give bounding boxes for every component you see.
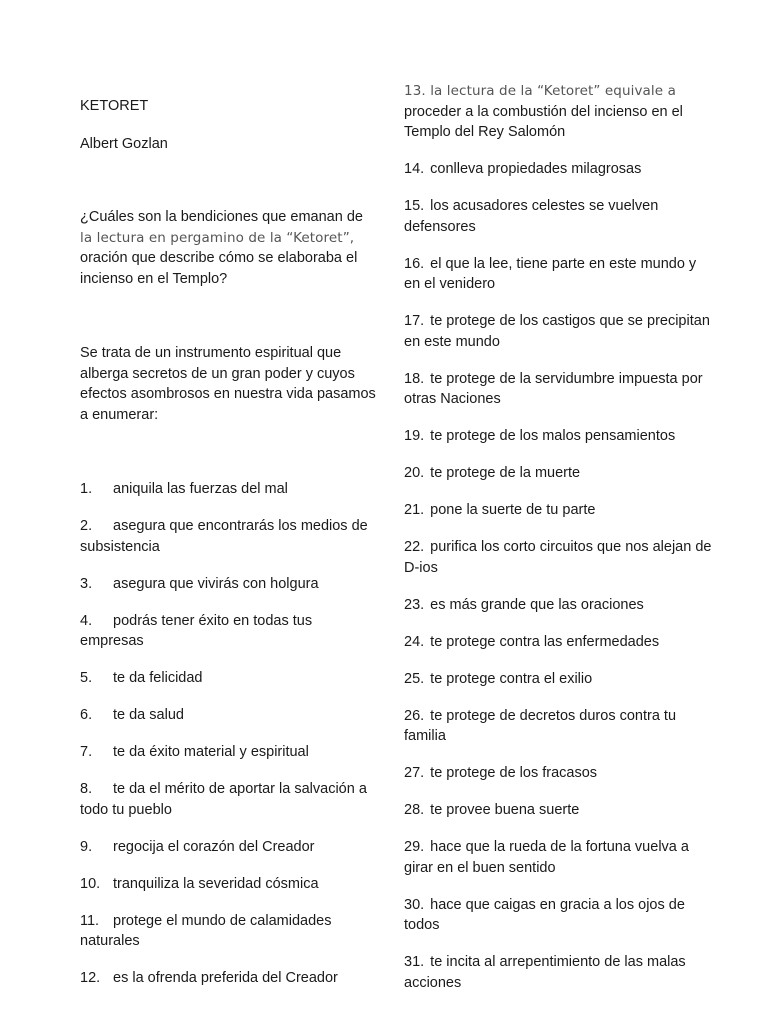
list-item-text: es la ofrenda preferida del Creador [113, 970, 338, 986]
list-item-number: 17. [404, 313, 425, 329]
intro-paragraph: Se trata de un instrumento espiritual que alberga secretos de un gran poder y cuyos efectos asombrosos en nuestra vida pasamos a enumerar: [80, 345, 376, 423]
list-item-text: te da el mérito de aportar la salvación a todo tu pueblo [80, 781, 367, 818]
list-item-text-part-1: la lectura de la “Ketoret” equivale a [430, 83, 676, 99]
list-item [404, 706, 714, 747]
list-item-number: 20. [404, 465, 425, 481]
list-item-number: 21. [404, 502, 425, 518]
list-item-number: 30. [404, 896, 425, 913]
list-item-text: es más grande que las oraciones [430, 596, 644, 613]
list-item-text: te da salud [113, 707, 184, 723]
list-item-text: purifica los corto circuitos que nos alejan de D-ios [404, 539, 712, 576]
list-item [404, 369, 714, 410]
list-item-text: los acusadores celestes se vuelven defensores [404, 198, 659, 235]
list-item-number: 3. [80, 575, 93, 592]
right-column [404, 81, 714, 1010]
question-paragraph [80, 207, 376, 289]
list-item [404, 196, 714, 237]
list-item-number: 28. [404, 802, 425, 818]
list-item [80, 611, 376, 652]
list-item [404, 595, 714, 616]
list-item [404, 426, 714, 447]
list-item-text: te protege de decretos duros contra tu familia [404, 707, 677, 744]
list-item-number: 4. [80, 612, 93, 629]
list-item-number: 29. [404, 839, 425, 855]
list-item-text: te protege de los malos pensamientos [430, 428, 676, 444]
list-item [404, 763, 714, 784]
list-item-text: asegura que encontrarás los medios de subsistencia [80, 518, 368, 555]
list-item-text: conlleva propiedades milagrosas [430, 161, 642, 177]
list-item [404, 895, 714, 936]
list-item-number: 5. [80, 670, 93, 686]
list-item [404, 800, 714, 821]
list-item-text: te provee buena suerte [430, 802, 580, 818]
list-item-number: 25. [404, 670, 425, 687]
list-item [404, 311, 714, 352]
left-list [80, 479, 376, 989]
list-item-text: tranquiliza la severidad cósmica [113, 875, 319, 892]
list-item-text: te protege contra el exilio [430, 670, 593, 687]
list-item [80, 742, 376, 763]
list-item [80, 968, 376, 989]
list-item-number: 16. [404, 255, 425, 272]
question-line-2: la lectura en pergamino de la “Ketoret”, [80, 229, 355, 246]
list-item [80, 574, 376, 595]
list-item-text: te protege de la servidumbre impuesta por otras Naciones [404, 370, 703, 407]
document-title: KETORET [80, 98, 149, 114]
list-item-text: te incita al arrepentimiento de las malas acciones [404, 954, 686, 991]
list-item-text: hace que la rueda de la fortuna vuelva a girar en el buen sentido [404, 839, 689, 876]
list-item [80, 479, 376, 500]
list-item-text: podrás tener éxito en todas tus empresas [80, 612, 313, 649]
list-item-text: hace que caigas en gracia a los ojos de todos [404, 896, 685, 933]
question-line-3: oración que describe cómo se elaboraba el incienso en el Templo? [80, 250, 358, 287]
list-item-number: 6. [80, 707, 93, 723]
list-item-number: 19. [404, 428, 425, 444]
list-item-text: te protege de los fracasos [430, 765, 598, 781]
list-item-number: 2. [80, 518, 93, 534]
list-item [80, 668, 376, 689]
list-item [404, 669, 714, 690]
list-item-13 [404, 81, 714, 143]
list-item-number: 27. [404, 765, 425, 781]
list-item [80, 837, 376, 858]
right-list [404, 159, 714, 993]
list-item [404, 537, 714, 578]
list-item [80, 516, 376, 557]
list-item-text: protege el mundo de calamidades naturales [80, 912, 332, 949]
list-item [80, 874, 376, 895]
list-item-number: 1. [80, 481, 93, 497]
list-item [80, 911, 376, 952]
list-item-text: regocija el corazón del Creador [113, 838, 315, 855]
list-item-text: te protege de la muerte [430, 465, 581, 481]
list-item-number: 31. [404, 954, 425, 970]
list-item-number: 7. [80, 744, 93, 760]
list-item [404, 159, 714, 180]
list-item [404, 463, 714, 484]
list-item-number: 14. [404, 161, 425, 177]
left-column [80, 96, 376, 1005]
document-author: Albert Gozlan [80, 135, 168, 152]
list-item [404, 254, 714, 295]
list-item-text: te da éxito material y espiritual [113, 744, 309, 760]
list-item-number: 8. [80, 781, 93, 797]
list-item [404, 837, 714, 878]
question-line-1: ¿Cuáles son la bendiciones que emanan de [80, 209, 363, 225]
list-item-number: 11. [80, 912, 100, 929]
list-item-number: 23. [404, 596, 425, 613]
list-item-number: 9. [80, 838, 93, 855]
list-item [404, 500, 714, 521]
list-item-number: 13. [404, 83, 426, 99]
list-item-text: te protege contra las enfermedades [430, 633, 660, 650]
list-item-text: el que la lee, tiene parte en este mundo y en el venidero [404, 255, 697, 292]
list-item-number: 10. [80, 875, 101, 892]
list-item-number: 18. [404, 370, 425, 387]
list-item-number: 15. [404, 198, 425, 214]
list-item-text: te protege de los castigos que se precipitan en este mundo [404, 313, 710, 350]
list-item [80, 779, 376, 820]
list-item-text: te da felicidad [113, 670, 203, 686]
list-item [404, 632, 714, 653]
list-item-text: pone la suerte de tu parte [430, 502, 596, 518]
list-item-number: 22. [404, 539, 425, 555]
list-item-number: 12. [80, 970, 101, 986]
list-item-text-part-2: proceder a la combustión del incienso en el Templo del Rey Salomón [404, 103, 683, 140]
list-item [404, 952, 714, 993]
list-item [80, 705, 376, 726]
list-item-text: asegura que vivirás con holgura [113, 575, 319, 592]
list-item-number: 24. [404, 633, 425, 650]
list-item-number: 26. [404, 707, 425, 724]
list-item-text: aniquila las fuerzas del mal [113, 481, 288, 497]
